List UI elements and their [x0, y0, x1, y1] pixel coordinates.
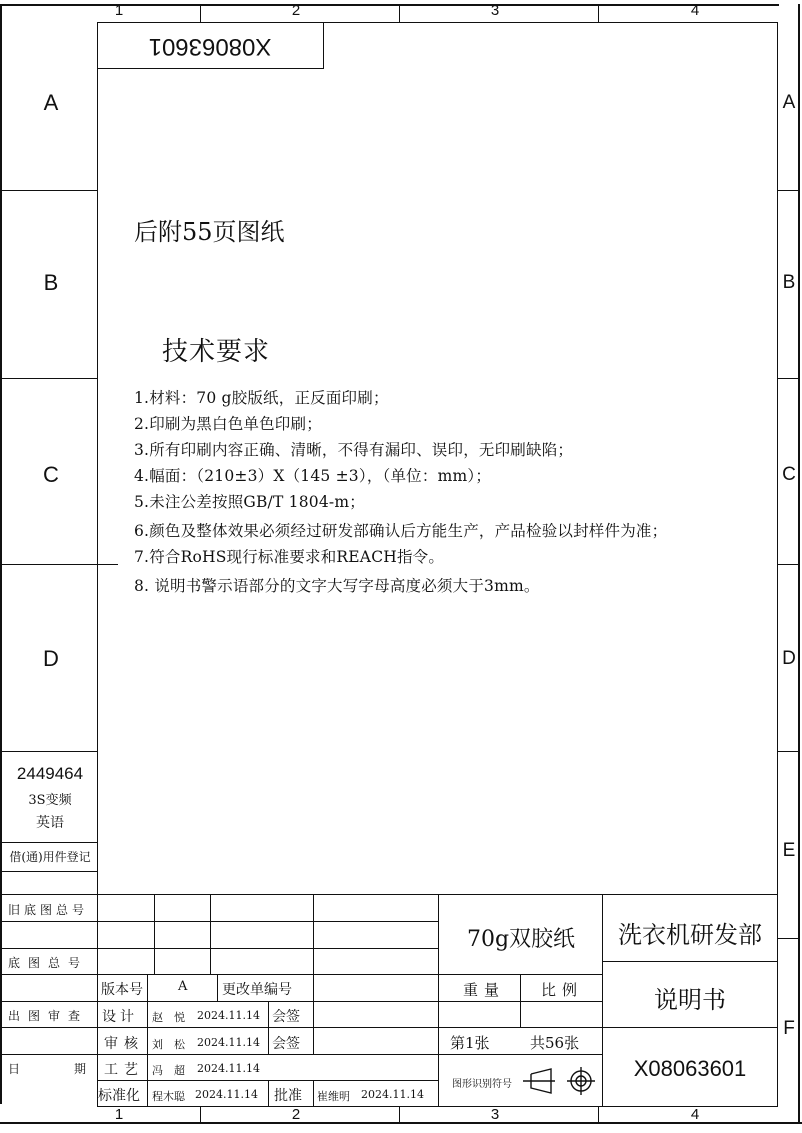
old-base-label: 旧底图总号	[8, 903, 89, 917]
row-divider-side-borrow	[0, 842, 97, 843]
row-divider-ab	[0, 190, 97, 191]
tb-v-268b	[268, 1080, 269, 1106]
version-label: 版本号	[101, 982, 143, 998]
tb-right-h-2	[602, 1027, 778, 1028]
design-date: 2024.11.14	[197, 1009, 260, 1022]
tb-h-2	[0, 948, 438, 949]
document-type: 说明书	[654, 986, 726, 1014]
drawing-number: X08063601	[633, 1056, 747, 1081]
side-model: 3S变频	[28, 793, 72, 808]
approve-date: 2024.11.14	[361, 1088, 424, 1101]
right-divider-4	[778, 751, 800, 752]
mirrored-drawing-number: X08063601	[148, 33, 272, 60]
tb-v-217	[217, 974, 218, 1001]
row-divider-borrow	[0, 871, 97, 872]
requirement-item-3: 3.所有印刷内容正确、清晰，不得有漏印、误印，无印刷缺陷；	[134, 441, 574, 459]
change-no-label: 更改单编号	[222, 982, 292, 998]
material-spec: 70g双胶纸	[466, 927, 576, 952]
requirement-item-1: 1.材料：70 g胶版纸，正反面印刷；	[134, 389, 389, 407]
col-number-3: 3	[490, 2, 500, 19]
right-letter-c: C	[782, 464, 796, 485]
col-tick-bot-1	[200, 1106, 201, 1122]
base-label: 底图总号	[8, 956, 89, 970]
row-letter-a: A	[43, 90, 59, 115]
attachment-note: 后附55页图纸	[134, 218, 285, 246]
tb-v-313	[313, 894, 314, 1001]
tb-v-438	[438, 894, 439, 1106]
row-letter-c: C	[43, 462, 59, 487]
tb-v-313c	[313, 1080, 314, 1106]
col-tick-top-1	[200, 4, 201, 22]
col-number-1: 1	[114, 2, 124, 19]
tb-v-268	[268, 1001, 269, 1054]
requirement-item-7: 7.符合RoHS现行标准要求和REACH指令。	[134, 548, 445, 566]
requirement-item-6: 6.颜色及整体效果必须经过研发部确认后方能生产，产品检验以封样件为准；	[134, 522, 668, 540]
tb-v-520	[520, 974, 521, 1027]
standard-person: 程木聪	[152, 1090, 185, 1103]
row-divider-bc	[0, 378, 97, 379]
symbol-label: 图形识别符号	[452, 1079, 512, 1090]
col-tick-top-3	[598, 4, 599, 22]
right-divider-3	[778, 564, 800, 565]
version-value: A	[178, 979, 188, 994]
tb-v-210	[210, 894, 211, 974]
right-letter-b: B	[782, 272, 796, 293]
designer-name: 赵 悦	[152, 1011, 185, 1024]
right-divider-1	[778, 190, 800, 191]
requirement-item-2: 2.印刷为黑白色单色印刷；	[134, 415, 322, 433]
tb-h-1	[0, 921, 438, 922]
requirement-item-4: 4.幅面：（210±3）X（145 ±3），（单位：mm）；	[134, 467, 492, 485]
tb-h-top	[0, 894, 778, 895]
tb-h-6	[0, 1054, 438, 1055]
col-number-2: 2	[291, 2, 301, 19]
col-number-bot-3: 3	[490, 1106, 500, 1123]
col-tick-top-2	[399, 4, 400, 22]
tb-v-602	[602, 894, 603, 1106]
audit-label: 审核	[104, 1036, 144, 1052]
circle-view-icon	[567, 1067, 595, 1095]
process-date: 2024.11.14	[197, 1062, 260, 1075]
side-code: 2449464	[16, 764, 84, 783]
department-name: 洗衣机研发部	[618, 921, 762, 949]
col-tick-bot-2	[399, 1106, 400, 1122]
process-person: 冯 超	[152, 1064, 185, 1077]
frame-left-outer	[0, 4, 2, 1104]
col-tick-bot-3	[598, 1106, 599, 1122]
right-letter-d: D	[782, 648, 796, 669]
col-number-bot-1: 1	[114, 1106, 124, 1123]
tb-v-313b	[313, 1001, 314, 1054]
tb-v-98	[97, 894, 98, 1106]
tech-requirements-title: 技术要求	[162, 337, 271, 367]
right-divider-2	[778, 378, 800, 379]
projection-symbol-icon	[521, 1064, 597, 1098]
right-divider-5	[778, 938, 800, 939]
process-label: 工艺	[104, 1062, 144, 1078]
auditor-name: 刘 松	[152, 1038, 185, 1051]
borrow-register-label: 借(通)用件登记	[9, 850, 91, 864]
right-letter-a: A	[782, 92, 796, 113]
col-number-4: 4	[690, 2, 700, 19]
countersign-label-2: 会签	[272, 1036, 300, 1052]
tb-h-5	[0, 1027, 438, 1028]
date-label: 日 期	[8, 1062, 97, 1076]
tb-h-4	[0, 1001, 438, 1002]
standard-label: 标准化	[98, 1088, 140, 1104]
audit-date: 2024.11.14	[197, 1036, 260, 1049]
row-letter-d: D	[43, 646, 59, 671]
side-language: 英语	[36, 815, 64, 831]
review-label: 出图审查	[8, 1009, 89, 1023]
tb-v-154	[154, 894, 155, 974]
row-letter-b: B	[43, 270, 59, 295]
requirement-item-5: 5.未注公差按照GB/T 1804-m；	[134, 493, 365, 511]
design-label: 设计	[102, 1009, 138, 1025]
tb-h-3	[0, 974, 438, 975]
tb-right-h-1	[602, 961, 778, 962]
tb-mid-h-4	[438, 1054, 602, 1055]
weight-label: 重量	[463, 981, 506, 999]
truncated-cone-icon	[523, 1069, 555, 1093]
row-divider-d-side	[0, 751, 97, 752]
approve-label: 批准	[274, 1088, 302, 1104]
tb-v-147	[147, 974, 148, 1106]
countersign-label-1: 会签	[272, 1009, 300, 1025]
sheet-number: 第1张	[450, 1034, 490, 1052]
col-number-bot-2: 2	[291, 1106, 301, 1123]
sheet-total: 共56张	[530, 1034, 580, 1052]
requirement-item-8: 8. 说明书警示语部分的文字大写字母高度必须大于3mm。	[134, 577, 540, 595]
tb-mid-h-3	[438, 1027, 602, 1028]
row-divider-cd	[0, 564, 118, 565]
right-letter-f: F	[783, 1018, 795, 1039]
standard-date: 2024.11.14	[195, 1088, 258, 1101]
approver-name: 崔维明	[317, 1090, 350, 1103]
right-letter-e: E	[782, 840, 796, 861]
scale-label: 比例	[541, 981, 584, 999]
col-number-bot-4: 4	[690, 1106, 700, 1123]
